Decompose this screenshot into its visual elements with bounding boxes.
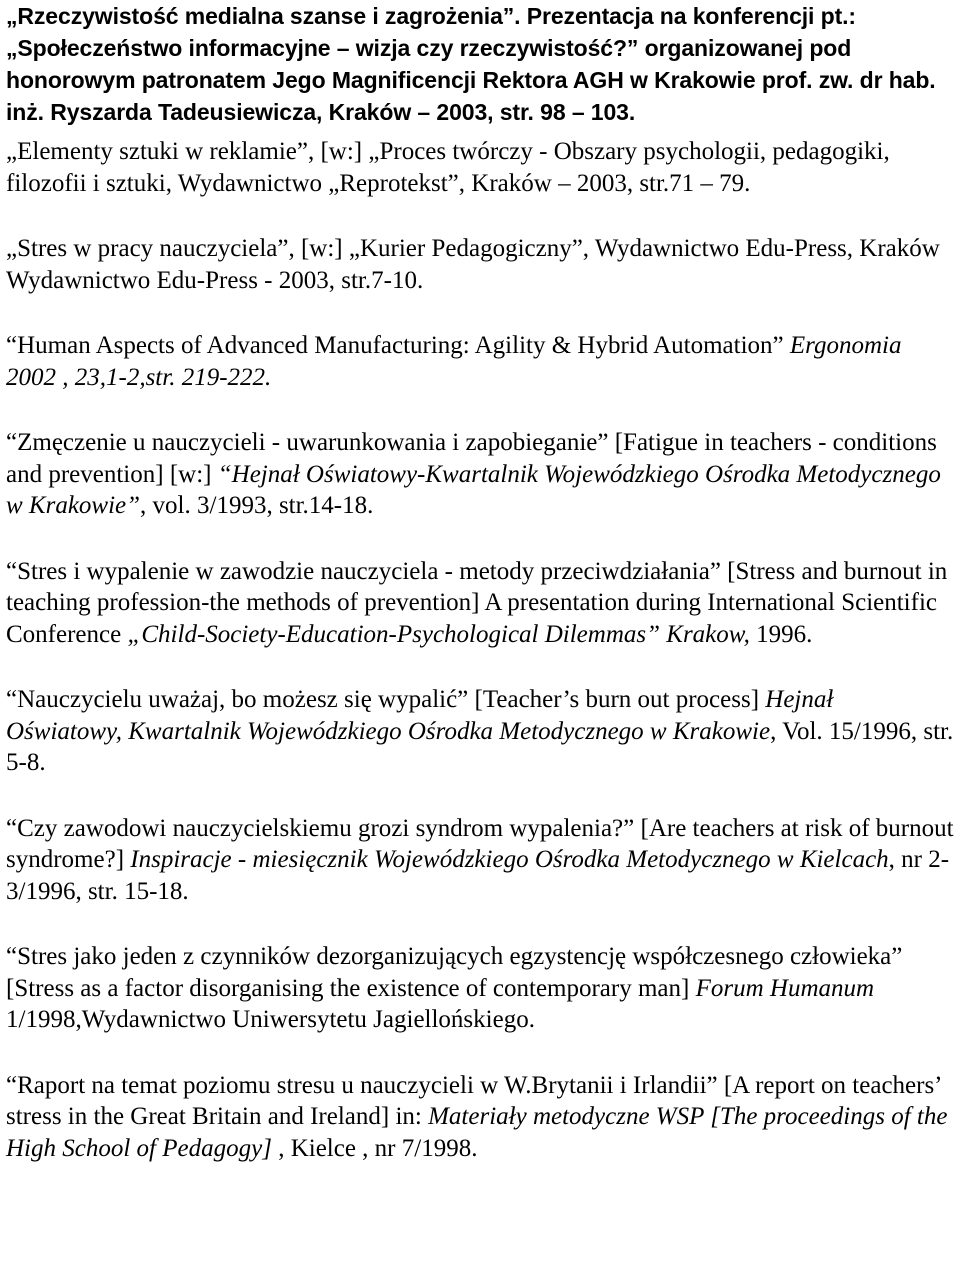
entry-text: „Stres w pracy nauczyciela”, [w:] „Kurier Pedagogiczny”, Wydawnictwo Edu-Press, Kraków Wydawnictwo Edu-Press - 2003, str.7-10.	[6, 235, 940, 294]
entry-text: “Nauczycielu uważaj, bo możesz się wypalić” [Teacher’s burn out process]	[6, 686, 766, 713]
bibliography-entry	[6, 1070, 954, 1165]
entry-text-tail: 1/1998,Wydawnictwo Uniwersytetu Jagiellońskiego.	[6, 1006, 535, 1033]
entry-source-italic: Materiały metodyczne WSP [The proceedings of the High School of Pedagogy]	[6, 1103, 948, 1162]
bibliography-entry	[6, 684, 954, 779]
entry-text: “Czy zawodowi nauczycielskiemu grozi syndrom wypalenia?” [Are teachers at risk of burnout syndrome?]	[6, 814, 954, 873]
entry-text-tail: , nr 2-3/1996, str. 15-18.	[6, 846, 950, 905]
entry-text-tail: 1996.	[749, 620, 813, 648]
entry-text: “Human Aspects of Advanced Manufacturing: Agility & Hybrid Automation”	[6, 332, 790, 359]
bibliography-entry	[6, 813, 954, 908]
entry-source-italic: Hejnał Oświatowy, Kwartalnik Wojewódzkiego Ośrodka Metodycznego w Krakowie	[6, 686, 834, 745]
entry-text-tail: , Vol. 15/1996, str. 5-8.	[6, 717, 954, 776]
bibliography-entry	[6, 0, 954, 128]
entry-source-italic: „Child-Society-Education-Psychological Dilemmas” Krakow,	[127, 620, 750, 648]
bibliography-entry	[6, 136, 954, 199]
entry-text: “Stres i wypalenie w zawodzie nauczyciela - metody przeciwdziałania” [Stress and burnout in teaching profession-the methods of prevention] A presentation during International Scientific Conference	[6, 557, 948, 648]
bibliography-entry	[6, 556, 954, 651]
entry-source-italic: “Hejnał Oświatowy-Kwartalnik Wojewódzkiego Ośrodka Metodycznego w Krakowie”	[6, 460, 941, 519]
bibliography-entry	[6, 427, 954, 522]
bibliography-entry	[6, 941, 954, 1036]
bibliography-entry	[6, 330, 954, 393]
entry-text-tail: , Kielce , nr 7/1998.	[271, 1134, 478, 1162]
entry-source-italic: Inspiracje - miesięcznik Wojewódzkiego Ośrodka Metodycznego w Kielcach	[130, 846, 889, 873]
entry-text: „Rzeczywistość medialna szanse i zagrożenia”. Prezentacja na konferencji pt.:„Społeczeństwo informacyjne – wizja czy rzeczywistość?” organizowanej pod honorowym patronatem Jego Magnificencji Rektora AGH w Krakowie prof. zw. dr hab. inż. Ryszarda Tadeusiewicza, Kraków – 2003, str. 98 – 103.	[6, 3, 936, 125]
entry-source-italic: Ergonomia 2002 , 23,1-2,str. 219-222.	[6, 332, 902, 391]
entry-text: “Stres jako jeden z czynników dezorganizujących egzystencję współczesnego człowieka” [Stress as a factor disorganising the existence of contemporary man]	[6, 943, 903, 1002]
entry-text-tail: , vol. 3/1993, str.14-18.	[140, 492, 374, 519]
entry-text: „Elementy sztuki w reklamie”, [w:] „Proces twórczy - Obszary psychologii, pedagogiki, filozofii i sztuki, Wydawnictwo „Reprotekst”, Kraków – 2003, str.71 – 79.	[6, 138, 890, 197]
entry-text: “Zmęczenie u nauczycieli - uwarunkowania i zapobieganie” [Fatigue in teachers - conditions and prevention] [w:]	[6, 429, 937, 488]
entry-text: “Raport na temat poziomu stresu u nauczycieli w W.Brytanii i Irlandii” [A report on teachers’ stress in the Great Britain and Ireland] in:	[6, 1071, 941, 1130]
entry-source-italic: Forum Humanum	[695, 974, 875, 1002]
bibliography-page	[6, 0, 954, 1164]
bibliography-entry	[6, 233, 954, 296]
